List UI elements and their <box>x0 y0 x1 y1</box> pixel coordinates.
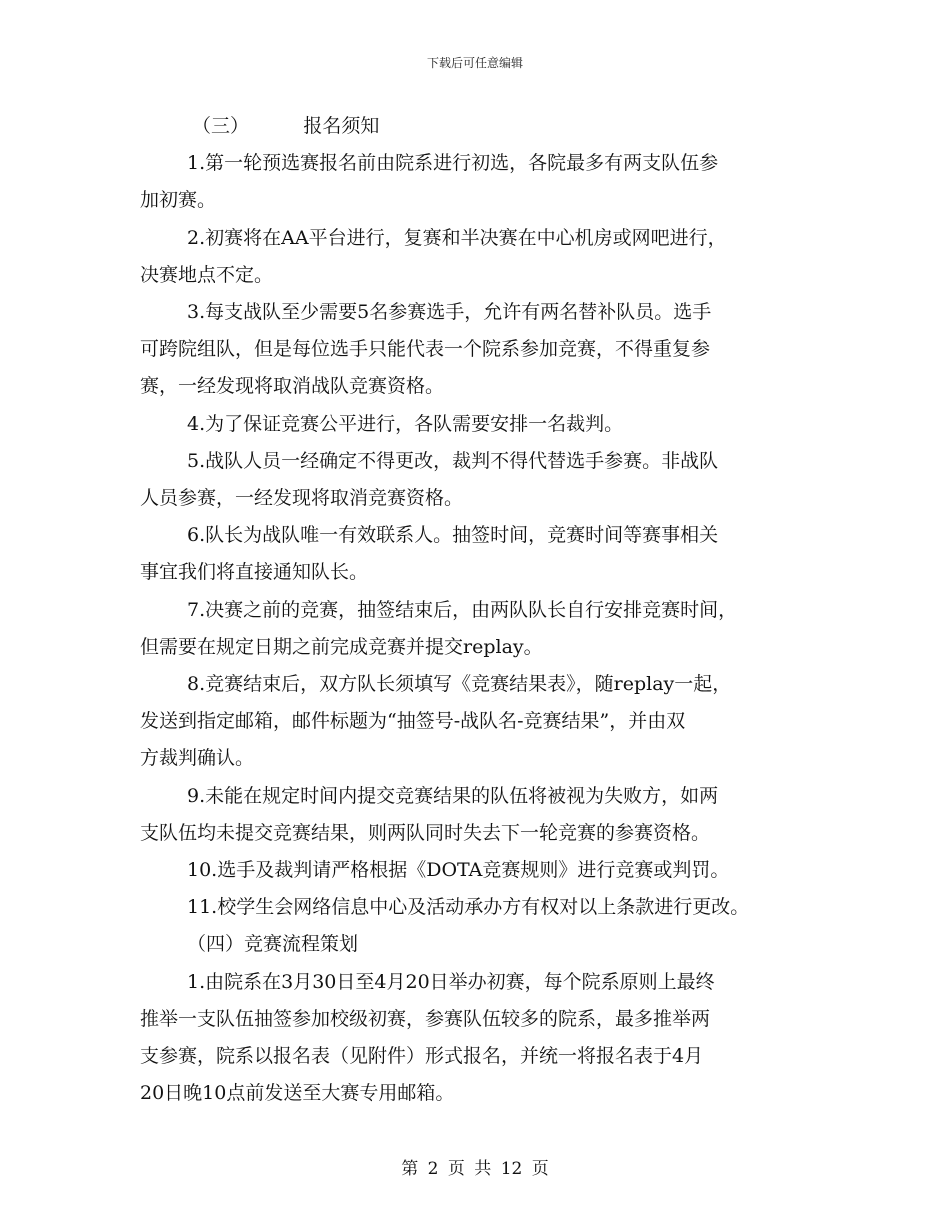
paragraph-line: 加初赛。 <box>140 189 217 212</box>
paragraph-line: 方裁判确认。 <box>140 747 255 770</box>
paragraph-line: 5.战队人员一经确定不得更改，裁判不得代替选手参赛。非战队 <box>187 449 719 472</box>
paragraph-line: 1.由院系在3月30日至4月20日举办初赛，每个院系原则上最终 <box>187 970 715 993</box>
paragraph-line: 但需要在规定日期之前完成竞赛并提交replay。 <box>140 635 543 658</box>
paragraph-line: 推举一支队伍抽签参加校级初赛，参赛队伍较多的院系，最多推举两 <box>140 1007 711 1030</box>
paragraph <box>140 517 830 591</box>
paragraph <box>140 964 830 1113</box>
section-heading-process: （四）竞赛流程策划 <box>187 933 359 956</box>
paragraph-line: 1.第一轮预选赛报名前由院系进行初选，各院最多有两支队伍参 <box>187 152 719 175</box>
paragraph <box>140 294 830 406</box>
paragraph-line: 7.决赛之前的竞赛，抽签结束后，由两队队长自行安排竞赛时间， <box>187 598 738 621</box>
paragraph-line: 支参赛，院系以报名表（见附件）形式报名，并统一将报名表于4月 <box>140 1045 704 1068</box>
paragraph-line: 决赛地点不定。 <box>140 263 274 286</box>
paragraph-line: 事宜我们将直接通知队长。 <box>140 561 369 584</box>
registration-rules-list <box>140 145 830 926</box>
document-body <box>140 108 830 1112</box>
paragraph-line: 发送到指定邮箱，邮件标题为“抽签号-战队名-竞赛结果”，并由双 <box>140 710 686 733</box>
paragraph-line: 支队伍均未提交竞赛结果，则两队同时失去下一轮竞赛的参赛资格。 <box>140 821 711 844</box>
paragraph-line: 6.队长为战队唯一有效联系人。抽签时间，竞赛时间等赛事相关 <box>187 524 719 547</box>
paragraph-line: 2.初赛将在AA平台进行，复赛和半决赛在中心机房或网吧进行， <box>187 226 727 249</box>
paragraph <box>140 443 830 517</box>
paragraph-line: 可跨院组队，但是每位选手只能代表一个院系参加竞赛，不得重复参 <box>140 338 711 361</box>
paragraph <box>140 406 830 443</box>
section-heading-registration: （三） 报名须知 <box>192 115 380 137</box>
paragraph-line: 11.校学生会网络信息中心及活动承办方有权对以上条款进行更改。 <box>187 896 750 919</box>
paragraph-line: 8.竞赛结束后，双方队长须填写《竞赛结果表》，随replay一起， <box>187 673 732 696</box>
paragraph <box>140 778 830 852</box>
paragraph <box>140 145 830 219</box>
paragraph-line: 人员参赛，一经发现将取消竞赛资格。 <box>140 487 464 510</box>
paragraph <box>140 852 830 889</box>
paragraph <box>140 220 830 294</box>
paragraph-line: 20日晚10点前发送至大赛专用邮箱。 <box>140 1082 455 1105</box>
paragraph <box>140 666 830 778</box>
page-number: 第 2 页 共 12 页 <box>401 1159 549 1179</box>
paragraph-line: 10.选手及裁判请严格根据《DOTA竞赛规则》进行竞赛或判罚。 <box>187 859 730 882</box>
paragraph-line: 9.未能在规定时间内提交竞赛结果的队伍将被视为失败方，如两 <box>187 784 719 807</box>
header-note: 下载后可任意编辑 <box>426 56 523 70</box>
paragraph-line: 赛，一经发现将取消战队竞赛资格。 <box>140 375 445 398</box>
process-list <box>140 964 830 1113</box>
paragraph-line: 4.为了保证竞赛公平进行，各队需要安排一名裁判。 <box>187 412 624 435</box>
paragraph <box>140 592 830 666</box>
paragraph-line: 3.每支战队至少需要5名参赛选手，允许有两名替补队员。选手 <box>187 301 712 324</box>
paragraph <box>140 889 830 926</box>
